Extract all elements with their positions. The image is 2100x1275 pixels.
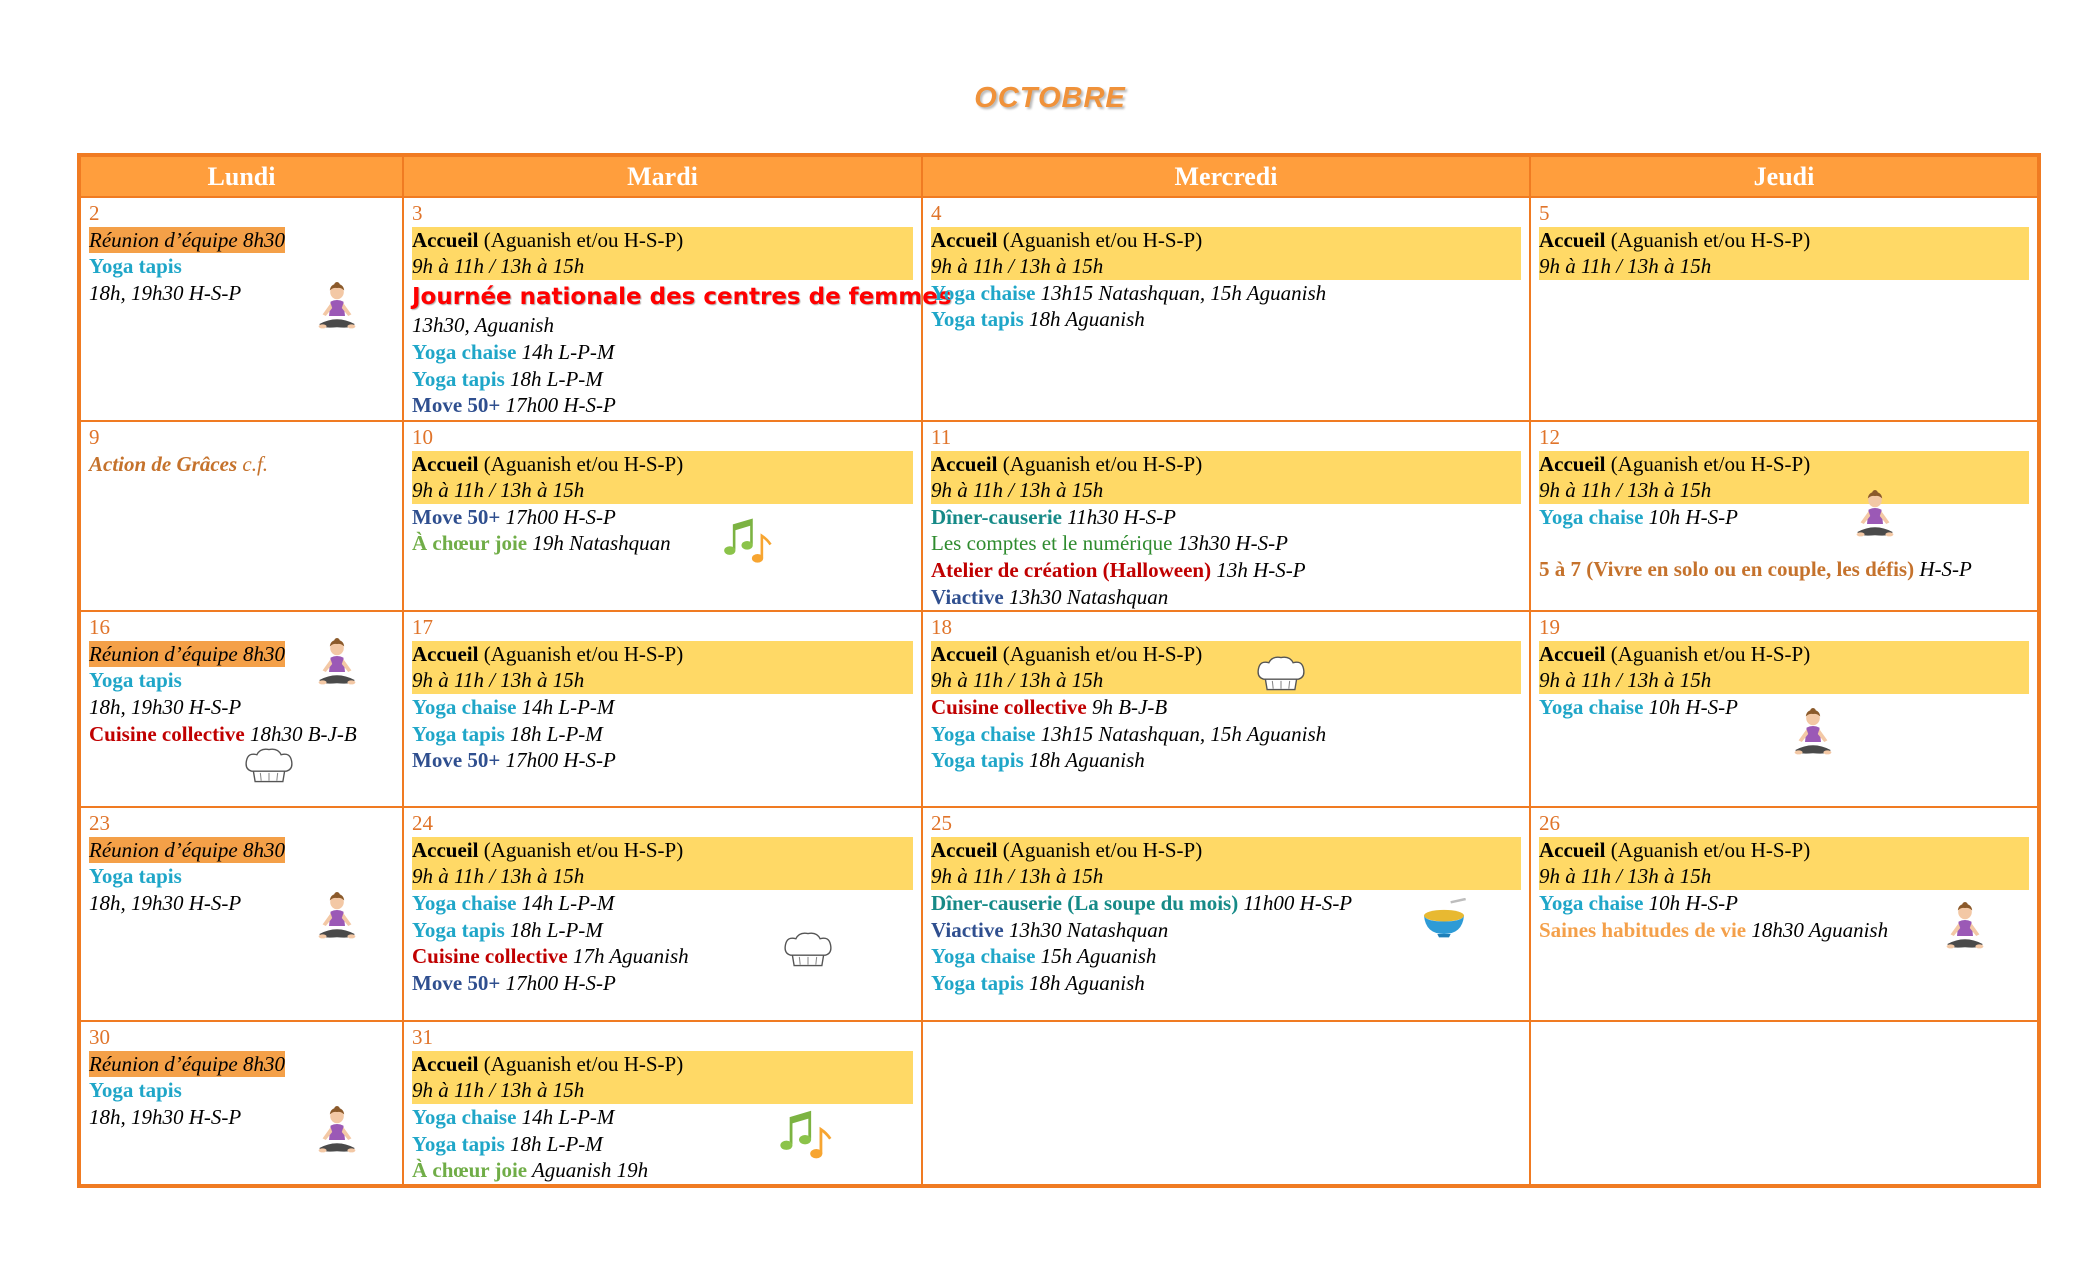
chef-hat-icon [782, 930, 834, 970]
event-hours: 9h à 11h / 13h à 15h [412, 863, 913, 890]
event-hours: 9h à 11h / 13h à 15h [931, 477, 1521, 504]
event-hours: 9h à 11h / 13h à 15h [931, 253, 1521, 280]
day-number: 10 [412, 425, 433, 449]
event-title: Cuisine collective [412, 944, 568, 969]
event-hours: 9h à 11h / 13h à 15h [412, 667, 913, 694]
day-number: 25 [931, 811, 952, 836]
day-cell [403, 421, 922, 611]
day-cell [403, 611, 922, 807]
event-hours: 9h à 11h / 13h à 15h [931, 863, 1521, 890]
event-time: 18h, 19h30 H-S-P [89, 1104, 242, 1129]
event-time: 18h, 19h30 H-S-P [89, 890, 242, 915]
event-title: Move 50 [412, 970, 489, 995]
event-location: (Aguanish et/ou H-S-P) [478, 1051, 684, 1076]
event-title: Atelier de création (Halloween) [931, 557, 1212, 582]
event-title: Dîner-causerie [931, 504, 1063, 529]
event-accueil: Accueil [1539, 227, 1606, 252]
event-title: Yoga tapis [931, 748, 1024, 773]
event-title: 5 à 7 (Vivre en solo ou en couple, les défis) [1539, 557, 1915, 582]
event-title: Yoga chaise [412, 694, 517, 719]
event-time: 11h00 H-S-P [1238, 890, 1353, 915]
day-number: 31 [412, 1025, 433, 1050]
event-title: Move 50 [412, 393, 489, 418]
event-title: Viactive [931, 917, 1004, 942]
calendar-table [77, 153, 2041, 1188]
event-accueil: Accueil [412, 837, 479, 862]
event-title: Yoga chaise [1539, 504, 1644, 529]
event-time: 10h H-S-P [1643, 504, 1738, 529]
event-time: 10h H-S-P [1643, 694, 1738, 719]
event-title: À chœur joie [412, 531, 528, 556]
event-time: 17h Aguanish [567, 944, 689, 969]
event-time: 13h30 Natashquan [1003, 584, 1169, 609]
day-cell [79, 611, 403, 807]
week-row [79, 421, 2039, 611]
event-time: 13h H-S-P [1211, 557, 1306, 582]
event-accueil: Accueil [1539, 837, 1606, 862]
event-title-plus: + [488, 748, 501, 773]
event-time: 13h30, Aguanish [412, 313, 554, 338]
event-meeting: Réunion d’équipe 8h30 [89, 227, 285, 252]
soup-bowl-icon [1419, 898, 1469, 940]
event-location: (Aguanish et/ou H-S-P) [478, 837, 684, 862]
event-accueil: Accueil [412, 451, 479, 476]
event-time: 11h30 H-S-P [1062, 504, 1176, 529]
event-time: 14h L-P-M [516, 890, 615, 915]
event-time: Aguanish 19h [527, 1158, 649, 1183]
event-title: Yoga tapis [89, 1078, 182, 1103]
event-title: Yoga tapis [931, 307, 1024, 332]
event-title: Move 50 [412, 748, 489, 773]
event-title: Yoga chaise [1539, 694, 1644, 719]
chef-hat-icon [1255, 654, 1307, 694]
event-time: 14h L-P-M [516, 339, 615, 364]
event-time: 18h L-P-M [504, 1131, 603, 1156]
event-title: Yoga chaise [412, 890, 517, 915]
event-title: Cuisine collective [89, 721, 245, 746]
day-header-mardi: Mardi [403, 155, 922, 197]
day-number: 5 [1539, 201, 1550, 225]
yoga-figure-icon [313, 892, 361, 944]
event-time: 18h, 19h30 H-S-P [89, 694, 242, 719]
special-event: Journée nationale des centres de femmes [412, 283, 952, 310]
event-accueil: Accueil [412, 641, 479, 666]
day-number: 16 [89, 615, 110, 640]
event-title: Cuisine collective [931, 694, 1087, 719]
event-hours: 9h à 11h / 13h à 15h [412, 1077, 913, 1104]
day-number: 11 [931, 425, 952, 449]
event-hours: 9h à 11h / 13h à 15h [412, 253, 913, 280]
day-cell [922, 1021, 1530, 1186]
event-title: Yoga chaise [412, 339, 517, 364]
day-cell [79, 1021, 403, 1186]
day-number: 30 [89, 1025, 110, 1050]
event-time: 10h H-S-P [1643, 890, 1738, 915]
day-number: 9 [89, 425, 100, 449]
day-number: 12 [1539, 425, 1560, 449]
event-accueil: Accueil [931, 641, 998, 666]
event-title-plus: + [488, 970, 501, 995]
event-time: 18h Aguanish [1023, 970, 1145, 995]
event-hours: 9h à 11h / 13h à 15h [931, 667, 1521, 694]
event-hours: 9h à 11h / 13h à 15h [1539, 667, 2029, 694]
page-title: OCTOBRE [974, 82, 1126, 114]
event-time: 17h00 H-S-P [500, 748, 616, 773]
event-location: (Aguanish et/ou H-S-P) [997, 641, 1203, 666]
yoga-figure-icon [313, 282, 361, 334]
event-title: Yoga chaise [412, 1104, 517, 1129]
event-time: 15h Aguanish [1035, 944, 1157, 969]
day-number: 18 [931, 615, 952, 640]
event-time: 13h15 Natashquan, 15h Aguanish [1035, 280, 1327, 305]
event-title: Yoga chaise [931, 721, 1036, 746]
event-accueil: Accueil [931, 837, 998, 862]
event-time: 14h L-P-M [516, 1104, 615, 1129]
event-title: Yoga chaise [931, 944, 1036, 969]
event-time: 17h00 H-S-P [500, 970, 616, 995]
day-cell [403, 197, 952, 421]
day-header-mercredi: Mercredi [922, 155, 1530, 197]
day-cell [1530, 421, 2039, 611]
event-title: Dîner-causerie (La soupe du mois) [931, 890, 1239, 915]
event-time: 18h30 B-J-B [244, 721, 357, 746]
event-accueil: Accueil [412, 227, 479, 252]
day-number: 24 [412, 811, 433, 836]
event-time: 19h Natashquan [527, 531, 671, 556]
event-accueil: Accueil [931, 451, 998, 476]
event-title: Viactive [931, 584, 1004, 609]
event-time: 18h Aguanish [1023, 307, 1145, 332]
event-hours: 9h à 11h / 13h à 15h [1539, 477, 2029, 504]
event-time: 13h30 H-S-P [1172, 531, 1288, 556]
yoga-figure-icon [313, 638, 361, 690]
day-header-jeudi: Jeudi [1530, 155, 2039, 197]
day-cell [1530, 611, 2039, 807]
event-location: (Aguanish et/ou H-S-P) [1605, 227, 1811, 252]
event-time: 18h30 Aguanish [1746, 917, 1889, 942]
event-hours: 9h à 11h / 13h à 15h [1539, 253, 2029, 280]
event-title: Les comptes et le numérique [931, 531, 1173, 556]
week-row [79, 197, 2039, 421]
event-time: 18h Aguanish [1023, 748, 1145, 773]
event-time: 14h L-P-M [516, 694, 615, 719]
event-title: Yoga tapis [412, 366, 505, 391]
holiday-note: c.f. [237, 451, 269, 476]
event-title: Yoga chaise [1539, 890, 1644, 915]
event-title: Yoga tapis [89, 254, 182, 279]
day-number: 4 [931, 201, 942, 225]
week-row [79, 611, 2039, 807]
event-title: Yoga tapis [412, 721, 505, 746]
day-cell [79, 197, 403, 421]
event-accueil: Accueil [412, 1051, 479, 1076]
day-number: 3 [412, 201, 423, 225]
day-cell [79, 421, 403, 611]
event-title: Saines habitudes de vie [1539, 917, 1747, 942]
event-meeting: Réunion d’équipe 8h30 [89, 641, 285, 666]
event-location: (Aguanish et/ou H-S-P) [1605, 641, 1811, 666]
event-location: (Aguanish et/ou H-S-P) [478, 641, 684, 666]
yoga-figure-icon [1941, 902, 1989, 954]
event-accueil: Accueil [1539, 641, 1606, 666]
event-location: (Aguanish et/ou H-S-P) [478, 227, 684, 252]
day-cell [1530, 197, 2039, 421]
day-cell [403, 1021, 922, 1186]
event-hours: 9h à 11h / 13h à 15h [1539, 863, 2029, 890]
event-meeting: Réunion d’équipe 8h30 [89, 1051, 285, 1076]
event-hours: 9h à 11h / 13h à 15h [412, 477, 913, 504]
event-title: Yoga tapis [412, 917, 505, 942]
event-title: Yoga tapis [89, 668, 182, 693]
event-location: (Aguanish et/ou H-S-P) [997, 451, 1203, 476]
event-meeting: Réunion d’équipe 8h30 [89, 837, 285, 862]
day-number: 26 [1539, 811, 1560, 836]
music-notes-icon [722, 518, 774, 564]
event-time: 13h15 Natashquan, 15h Aguanish [1035, 721, 1327, 746]
event-title: Move 50 [412, 504, 489, 529]
event-time: 9h B-J-B [1086, 694, 1168, 719]
yoga-figure-icon [1851, 490, 1899, 542]
music-notes-icon [778, 1110, 834, 1160]
yoga-figure-icon [313, 1106, 361, 1158]
holiday-title: Action de Grâces [89, 451, 238, 476]
event-location: (Aguanish et/ou H-S-P) [1605, 837, 1811, 862]
day-number: 2 [89, 201, 100, 225]
event-location: (Aguanish et/ou H-S-P) [997, 227, 1203, 252]
event-title: Yoga chaise [931, 280, 1036, 305]
event-title: Yoga tapis [931, 970, 1024, 995]
day-header-lundi: Lundi [79, 155, 403, 197]
day-number: 23 [89, 811, 110, 836]
event-time: 13h30 Natashquan [1003, 917, 1169, 942]
event-location: (Aguanish et/ou H-S-P) [1605, 451, 1811, 476]
day-number: 17 [412, 615, 433, 640]
day-cell [1530, 1021, 2039, 1186]
day-cell [1530, 807, 2039, 1021]
day-cell [403, 807, 922, 1021]
event-title: Yoga tapis [412, 1131, 505, 1156]
chef-hat-icon [243, 746, 295, 786]
day-number: 19 [1539, 615, 1560, 640]
event-time: 18h L-P-M [504, 917, 603, 942]
week-row [79, 807, 2039, 1021]
event-time: 17h00 H-S-P [500, 393, 616, 418]
event-time: H-S-P [1914, 557, 1972, 582]
event-time: 18h, 19h30 H-S-P [89, 280, 242, 305]
event-time: 17h00 H-S-P [500, 504, 616, 529]
event-accueil: Accueil [931, 227, 998, 252]
event-title-plus: + [488, 393, 501, 418]
day-cell [922, 197, 1530, 421]
event-location: (Aguanish et/ou H-S-P) [478, 451, 684, 476]
event-title: Yoga tapis [89, 864, 182, 889]
day-header-row [79, 155, 2039, 197]
event-location: (Aguanish et/ou H-S-P) [997, 837, 1203, 862]
event-accueil: Accueil [1539, 451, 1606, 476]
day-cell [922, 807, 1530, 1021]
event-title-plus: + [488, 504, 501, 529]
day-cell [922, 611, 1530, 807]
yoga-figure-icon [1789, 708, 1837, 760]
day-cell [79, 807, 403, 1021]
week-row [79, 1021, 2039, 1186]
event-time: 18h L-P-M [504, 721, 603, 746]
event-time: 18h L-P-M [504, 366, 603, 391]
day-cell [922, 421, 1530, 611]
event-title: À chœur joie [412, 1158, 528, 1183]
